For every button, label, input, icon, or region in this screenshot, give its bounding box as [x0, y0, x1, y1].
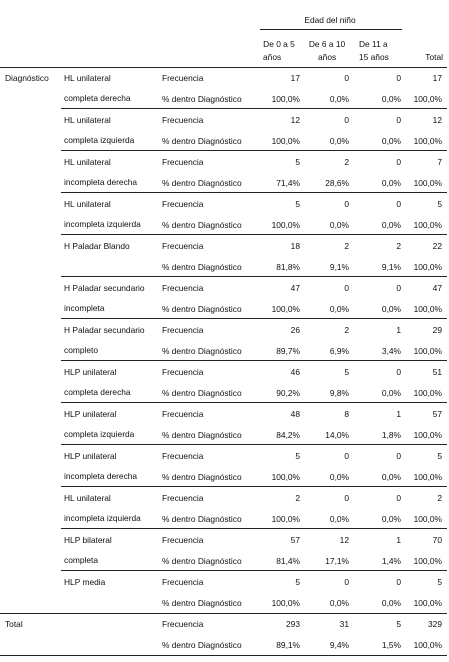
diagnosis-label-line1: HL unilateral — [64, 73, 111, 83]
row-dimension-label: Diagnóstico — [5, 73, 49, 83]
pct-cell-6-10: 0,0% — [329, 220, 349, 230]
freq-cell-0-5: 17 — [290, 73, 300, 83]
pct-cell-0-5: 90,2% — [276, 388, 300, 398]
diagnosis-label-line2: incompleta derecha — [64, 471, 138, 481]
col-header-0-5-line1: De 0 a 5 — [263, 39, 295, 49]
freq-cell-total: 5 — [437, 451, 442, 461]
col-header-0-5-line2: años — [263, 52, 282, 62]
measure-label-percent: % dentro Diagnóstico — [162, 388, 242, 398]
freq-cell-0-5: 2 — [295, 493, 300, 503]
freq-cell-6-10: 12 — [339, 535, 349, 545]
row-separator — [61, 192, 447, 193]
measure-label-frequency: Frecuencia — [162, 409, 204, 419]
measure-label-frequency: Frecuencia — [162, 577, 204, 587]
diagnosis-label-line2: completa izquierda — [64, 135, 135, 145]
freq-cell-total: 47 — [432, 283, 442, 293]
freq-cell-total: 17 — [432, 73, 442, 83]
total-pct-cell-total: 100,0% — [413, 640, 442, 650]
measure-label-percent: % dentro Diagnóstico — [162, 556, 242, 566]
diagnosis-label-line2: incompleta derecha — [64, 177, 138, 187]
measure-label-percent: % dentro Diagnóstico — [162, 346, 242, 356]
diagnosis-label-line2: completa derecha — [64, 387, 131, 397]
pct-cell-0-5: 71,4% — [276, 178, 300, 188]
measure-label-frequency: Frecuencia — [162, 241, 204, 251]
freq-cell-11-15: 0 — [396, 451, 401, 461]
freq-cell-11-15: 1 — [396, 325, 401, 335]
diagnosis-label-line1: HL unilateral — [64, 115, 111, 125]
row-separator — [61, 486, 447, 487]
row-separator — [61, 360, 447, 361]
freq-cell-11-15: 1 — [396, 535, 401, 545]
row-separator — [61, 318, 447, 319]
diagnosis-label-line2: completa derecha — [64, 93, 131, 103]
measure-label-frequency: Frecuencia — [162, 367, 204, 377]
pct-cell-total: 100,0% — [413, 472, 442, 482]
freq-cell-total: 5 — [437, 199, 442, 209]
col-header-6-10-line1: De 6 a 10 — [308, 39, 346, 49]
col-header-6-10 — [303, 38, 351, 64]
diagnosis-label-line2: incompleta izquierda — [64, 513, 141, 523]
pct-cell-11-15: 1,8% — [381, 430, 401, 440]
diagnosis-label-line1: HLP unilateral — [64, 409, 117, 419]
measure-label-frequency: Frecuencia — [162, 157, 204, 167]
measure-label-frequency: Frecuencia — [162, 451, 204, 461]
diagnosis-label-line1: HLP unilateral — [64, 367, 117, 377]
pct-cell-6-10: 0,0% — [329, 304, 349, 314]
pct-cell-0-5: 100,0% — [271, 598, 300, 608]
pct-cell-0-5: 84,2% — [276, 430, 300, 440]
freq-cell-6-10: 0 — [344, 73, 349, 83]
col-header-11-15-line2: 15 años — [359, 52, 389, 62]
freq-cell-11-15: 0 — [396, 199, 401, 209]
diagnosis-label-line1: HL unilateral — [64, 493, 111, 503]
freq-cell-11-15: 0 — [396, 367, 401, 377]
freq-cell-0-5: 18 — [290, 241, 300, 251]
pct-cell-6-10: 17,1% — [325, 556, 349, 566]
freq-cell-total: 7 — [437, 157, 442, 167]
pct-cell-11-15: 0,0% — [381, 388, 401, 398]
header-bottom-rule — [0, 67, 447, 68]
pct-cell-total: 100,0% — [413, 598, 442, 608]
pct-cell-total: 100,0% — [413, 304, 442, 314]
freq-cell-11-15: 0 — [396, 157, 401, 167]
pct-cell-11-15: 0,0% — [381, 136, 401, 146]
table-bottom-rule — [0, 655, 447, 656]
total-freq-cell-0-5: 293 — [286, 619, 300, 629]
measure-label-frequency: Frecuencia — [162, 325, 204, 335]
pct-cell-total: 100,0% — [413, 430, 442, 440]
freq-cell-total: 5 — [437, 577, 442, 587]
row-separator — [61, 276, 447, 277]
measure-label-percent: % dentro Diagnóstico — [162, 262, 242, 272]
row-separator — [61, 234, 447, 235]
freq-cell-0-5: 12 — [290, 115, 300, 125]
measure-label-frequency: Frecuencia — [162, 199, 204, 209]
pct-cell-total: 100,0% — [413, 220, 442, 230]
row-separator — [61, 402, 447, 403]
freq-cell-11-15: 0 — [396, 283, 401, 293]
pct-cell-total: 100,0% — [413, 178, 442, 188]
freq-cell-0-5: 47 — [290, 283, 300, 293]
measure-label-percent: % dentro Diagnóstico — [162, 136, 242, 146]
measure-label-percent: % dentro Diagnóstico — [162, 220, 242, 230]
pct-cell-total: 100,0% — [413, 94, 442, 104]
pct-cell-11-15: 0,0% — [381, 304, 401, 314]
freq-cell-11-15: 0 — [396, 73, 401, 83]
measure-label-frequency: Frecuencia — [162, 283, 204, 293]
diagnosis-label-line1: HLP unilateral — [64, 451, 117, 461]
total-freq-cell-total: 329 — [428, 619, 442, 629]
diagnosis-label-line1: H Paladar secundario — [64, 325, 145, 335]
total-pct-cell-0-5: 89,1% — [276, 640, 300, 650]
freq-cell-6-10: 2 — [344, 325, 349, 335]
col-header-0-5 — [256, 38, 302, 64]
diagnosis-label-line2: completa — [64, 555, 98, 565]
pct-cell-6-10: 14,0% — [325, 430, 349, 440]
total-pct-cell-6-10: 9,4% — [329, 640, 349, 650]
pct-cell-total: 100,0% — [413, 346, 442, 356]
freq-cell-11-15: 0 — [396, 115, 401, 125]
pct-cell-11-15: 0,0% — [381, 220, 401, 230]
freq-cell-total: 22 — [432, 241, 442, 251]
pct-cell-6-10: 0,0% — [329, 136, 349, 146]
pct-cell-11-15: 0,0% — [381, 178, 401, 188]
measure-label-percent: % dentro Diagnóstico — [162, 640, 242, 650]
pct-cell-6-10: 0,0% — [329, 598, 349, 608]
col-header-11-15 — [353, 38, 403, 64]
diagnosis-label-line1: HLP bilateral — [64, 535, 112, 545]
pct-cell-total: 100,0% — [413, 388, 442, 398]
col-header-total: Total — [425, 52, 443, 62]
row-separator — [61, 570, 447, 571]
total-top-rule — [0, 613, 447, 614]
pct-cell-total: 100,0% — [413, 136, 442, 146]
freq-cell-0-5: 5 — [295, 451, 300, 461]
measure-label-percent: % dentro Diagnóstico — [162, 94, 242, 104]
row-separator — [61, 150, 447, 151]
measure-label-frequency: Frecuencia — [162, 619, 204, 629]
freq-cell-6-10: 0 — [344, 493, 349, 503]
measure-label-percent: % dentro Diagnóstico — [162, 304, 242, 314]
row-separator — [61, 528, 447, 529]
freq-cell-0-5: 5 — [295, 577, 300, 587]
pct-cell-0-5: 100,0% — [271, 472, 300, 482]
diagnosis-label-line1: HL unilateral — [64, 199, 111, 209]
pct-cell-6-10: 0,0% — [329, 472, 349, 482]
pct-cell-0-5: 81,8% — [276, 262, 300, 272]
diagnosis-label-line2: incompleta — [64, 303, 105, 313]
freq-cell-total: 2 — [437, 493, 442, 503]
pct-cell-11-15: 0,0% — [381, 514, 401, 524]
pct-cell-11-15: 9,1% — [381, 262, 401, 272]
pct-cell-0-5: 89,7% — [276, 346, 300, 356]
freq-cell-6-10: 0 — [344, 283, 349, 293]
diagnosis-label-line1: H Paladar secundario — [64, 283, 145, 293]
diagnosis-label-line1: HLP media — [64, 577, 106, 587]
diagnosis-label-line2: completa izquierda — [64, 429, 135, 439]
freq-cell-6-10: 8 — [344, 409, 349, 419]
measure-label-percent: % dentro Diagnóstico — [162, 178, 242, 188]
freq-cell-total: 51 — [432, 367, 442, 377]
total-pct-cell-11-15: 1,5% — [381, 640, 401, 650]
diagnosis-label-line2: completo — [64, 345, 98, 355]
measure-label-percent: % dentro Diagnóstico — [162, 430, 242, 440]
pct-cell-6-10: 9,8% — [329, 388, 349, 398]
pct-cell-11-15: 3,4% — [381, 346, 401, 356]
col-header-11-15-line1: De 11 a — [359, 39, 388, 49]
freq-cell-0-5: 46 — [290, 367, 300, 377]
freq-cell-total: 70 — [432, 535, 442, 545]
pct-cell-6-10: 6,9% — [329, 346, 349, 356]
freq-cell-total: 57 — [432, 409, 442, 419]
pct-cell-0-5: 100,0% — [271, 304, 300, 314]
freq-cell-6-10: 2 — [344, 241, 349, 251]
total-freq-cell-11-15: 5 — [396, 619, 401, 629]
pct-cell-6-10: 9,1% — [329, 262, 349, 272]
measure-label-frequency: Frecuencia — [162, 73, 204, 83]
pct-cell-11-15: 0,0% — [381, 472, 401, 482]
diagnosis-label-line1: HL unilateral — [64, 157, 111, 167]
group-underline — [260, 29, 402, 30]
freq-cell-6-10: 0 — [344, 577, 349, 587]
freq-cell-11-15: 1 — [396, 409, 401, 419]
pct-cell-total: 100,0% — [413, 514, 442, 524]
pct-cell-6-10: 0,0% — [329, 514, 349, 524]
measure-label-frequency: Frecuencia — [162, 493, 204, 503]
freq-cell-0-5: 5 — [295, 199, 300, 209]
measure-label-percent: % dentro Diagnóstico — [162, 514, 242, 524]
diagnosis-label-line2: incompleta izquierda — [64, 219, 141, 229]
freq-cell-0-5: 26 — [290, 325, 300, 335]
measure-label-percent: % dentro Diagnóstico — [162, 472, 242, 482]
freq-cell-11-15: 2 — [396, 241, 401, 251]
freq-cell-total: 29 — [432, 325, 442, 335]
col-header-6-10-line2: años — [318, 52, 337, 62]
freq-cell-6-10: 5 — [344, 367, 349, 377]
pct-cell-11-15: 0,0% — [381, 598, 401, 608]
freq-cell-6-10: 0 — [344, 115, 349, 125]
total-row-label: Total — [5, 619, 23, 629]
freq-cell-6-10: 2 — [344, 157, 349, 167]
measure-label-percent: % dentro Diagnóstico — [162, 598, 242, 608]
pct-cell-11-15: 1,4% — [381, 556, 401, 566]
measure-label-frequency: Frecuencia — [162, 535, 204, 545]
pct-cell-0-5: 100,0% — [271, 136, 300, 146]
freq-cell-11-15: 0 — [396, 577, 401, 587]
total-freq-cell-6-10: 31 — [339, 619, 349, 629]
measure-label-frequency: Frecuencia — [162, 115, 204, 125]
pct-cell-0-5: 100,0% — [271, 94, 300, 104]
pct-cell-11-15: 0,0% — [381, 94, 401, 104]
freq-cell-0-5: 57 — [290, 535, 300, 545]
freq-cell-0-5: 5 — [295, 157, 300, 167]
pct-cell-total: 100,0% — [413, 556, 442, 566]
freq-cell-0-5: 48 — [290, 409, 300, 419]
pct-cell-total: 100,0% — [413, 262, 442, 272]
pct-cell-6-10: 28,6% — [325, 178, 349, 188]
pct-cell-0-5: 81,4% — [276, 556, 300, 566]
column-group-title: Edad del niño — [304, 15, 356, 25]
pct-cell-0-5: 100,0% — [271, 220, 300, 230]
freq-cell-11-15: 0 — [396, 493, 401, 503]
pct-cell-0-5: 100,0% — [271, 514, 300, 524]
row-separator — [61, 444, 447, 445]
row-separator — [61, 108, 447, 109]
freq-cell-6-10: 0 — [344, 451, 349, 461]
pct-cell-6-10: 0,0% — [329, 94, 349, 104]
diagnosis-label-line1: H Paladar Blando — [64, 241, 130, 251]
freq-cell-total: 12 — [432, 115, 442, 125]
freq-cell-6-10: 0 — [344, 199, 349, 209]
